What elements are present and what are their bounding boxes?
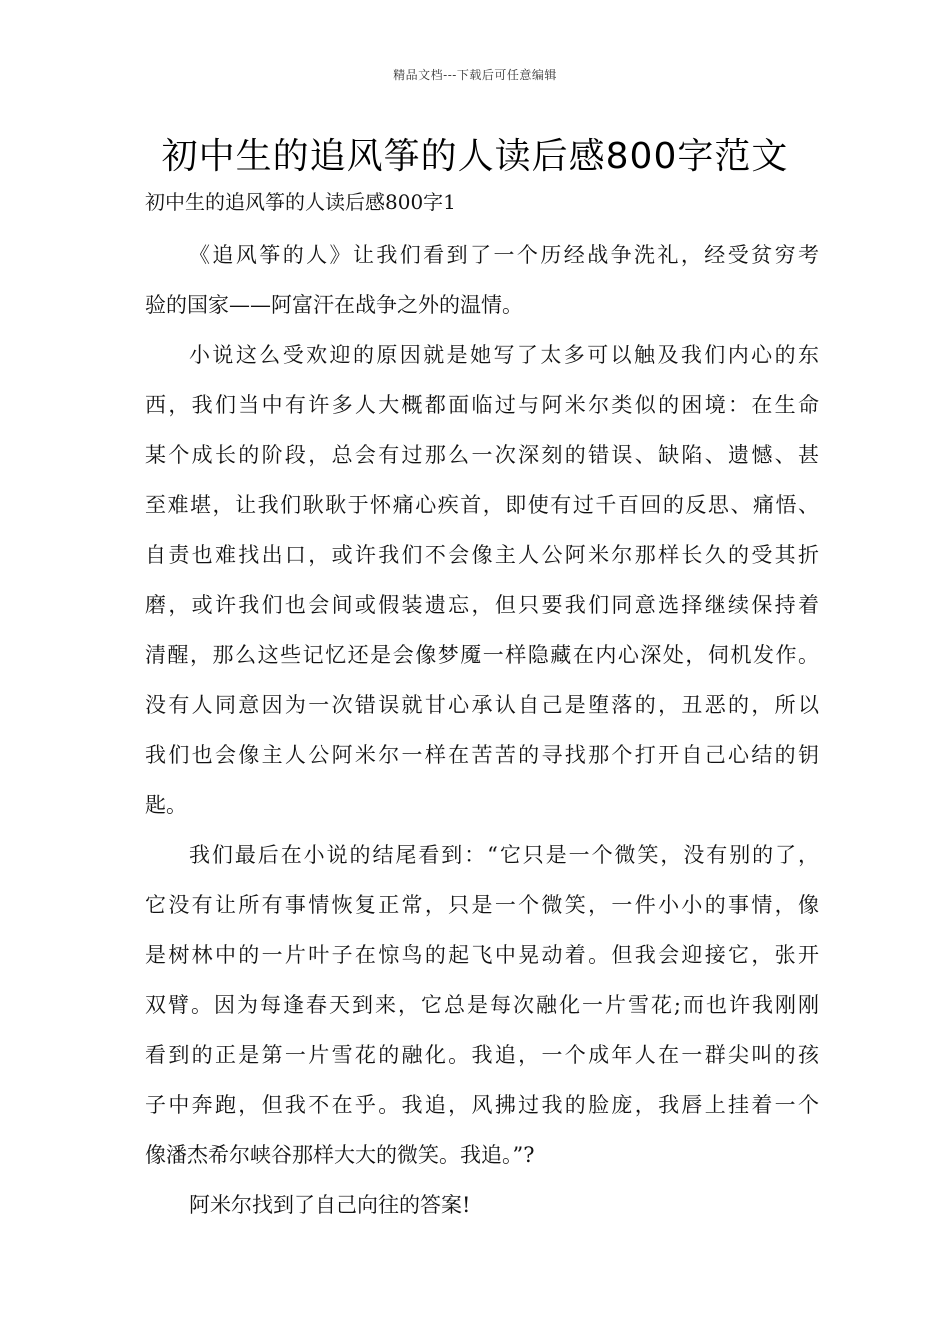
line-text: 清醒，那么这些记忆还是会像梦魇一样隐藏在内心深处，伺机发作。 (145, 643, 819, 667)
line-text: 磨，或许我们也会间或假装遗忘，但只要我们同意选择继续保持着 (145, 593, 819, 617)
line-text: 匙。 (145, 793, 187, 817)
line-text: 我们也会像主人公阿米尔一样在苦苦的寻找那个打开自己心结的钥 (145, 743, 819, 767)
line-text: 像潘杰希尔峡谷那样大大的微笑。我追。”? (145, 1143, 535, 1167)
text-line (145, 830, 819, 880)
text-line (145, 480, 819, 530)
text-line (145, 1180, 819, 1230)
document-title: 初中生的追风筝的人读后感800字范文 (161, 136, 789, 177)
line-text: 至难堪，让我们耿耿于怀痛心疾首，即使有过千百回的反思、痛悟、 (145, 493, 819, 517)
text-line (145, 630, 819, 680)
text-line (145, 1130, 819, 1180)
paragraph-1 (145, 230, 819, 330)
line-text: 西，我们当中有许多人大概都面临过与阿米尔类似的困境：在生命 (145, 393, 819, 417)
text-line (145, 880, 819, 930)
line-text: 《追风筝的人》让我们看到了一个历经战争洗礼，经受贫穷考 (189, 243, 819, 267)
text-line (145, 930, 819, 980)
line-text: 它没有让所有事情恢复正常，只是一个微笑，一件小小的事情，像 (145, 893, 819, 917)
line-text: 验的国家——阿富汗在战争之外的温情。 (145, 293, 523, 317)
document-body (145, 230, 819, 1230)
text-line (145, 530, 819, 580)
line-text: 是树林中的一片叶子在惊鸟的起飞中晃动着。但我会迎接它，张开 (145, 943, 819, 967)
line-text: 没有人同意因为一次错误就甘心承认自己是堕落的，丑恶的，所以 (145, 693, 819, 717)
text-line (145, 1080, 819, 1130)
text-line (145, 580, 819, 630)
line-text: 我们最后在小说的结尾看到：“它只是一个微笑，没有别的了， (189, 843, 819, 867)
line-text: 自责也难找出口，或许我们不会像主人公阿米尔那样长久的受其折 (145, 543, 819, 567)
text-line (145, 430, 819, 480)
paragraph-2 (145, 330, 819, 830)
text-line (145, 780, 819, 830)
text-line (145, 1030, 819, 1080)
line-text: 阿米尔找到了自己向往的答案! (189, 1193, 471, 1217)
line-text: 子中奔跑，但我不在乎。我追，风拂过我的脸庞，我唇上挂着一个 (145, 1093, 819, 1117)
text-line (145, 730, 819, 780)
line-text: 看到的正是第一片雪花的融化。我追，一个成年人在一群尖叫的孩 (145, 1043, 819, 1067)
document-subtitle: 初中生的追风筝的人读后感800字1 (145, 190, 456, 214)
page-header: 精品文档---下载后可任意编辑 (393, 68, 557, 82)
text-line (145, 680, 819, 730)
text-line (145, 980, 819, 1030)
text-line (145, 280, 819, 330)
line-text: 小说这么受欢迎的原因就是她写了太多可以触及我们内心的东 (189, 343, 819, 367)
line-text: 双臂。因为每逢春天到来，它总是每次融化一片雪花;而也许我刚刚 (145, 993, 819, 1017)
paragraph-3 (145, 830, 819, 1180)
line-text: 某个成长的阶段，总会有过那么一次深刻的错误、缺陷、遗憾、甚 (145, 443, 819, 467)
paragraph-4 (145, 1180, 819, 1230)
text-line (145, 380, 819, 430)
text-line (145, 230, 819, 280)
text-line (145, 330, 819, 380)
